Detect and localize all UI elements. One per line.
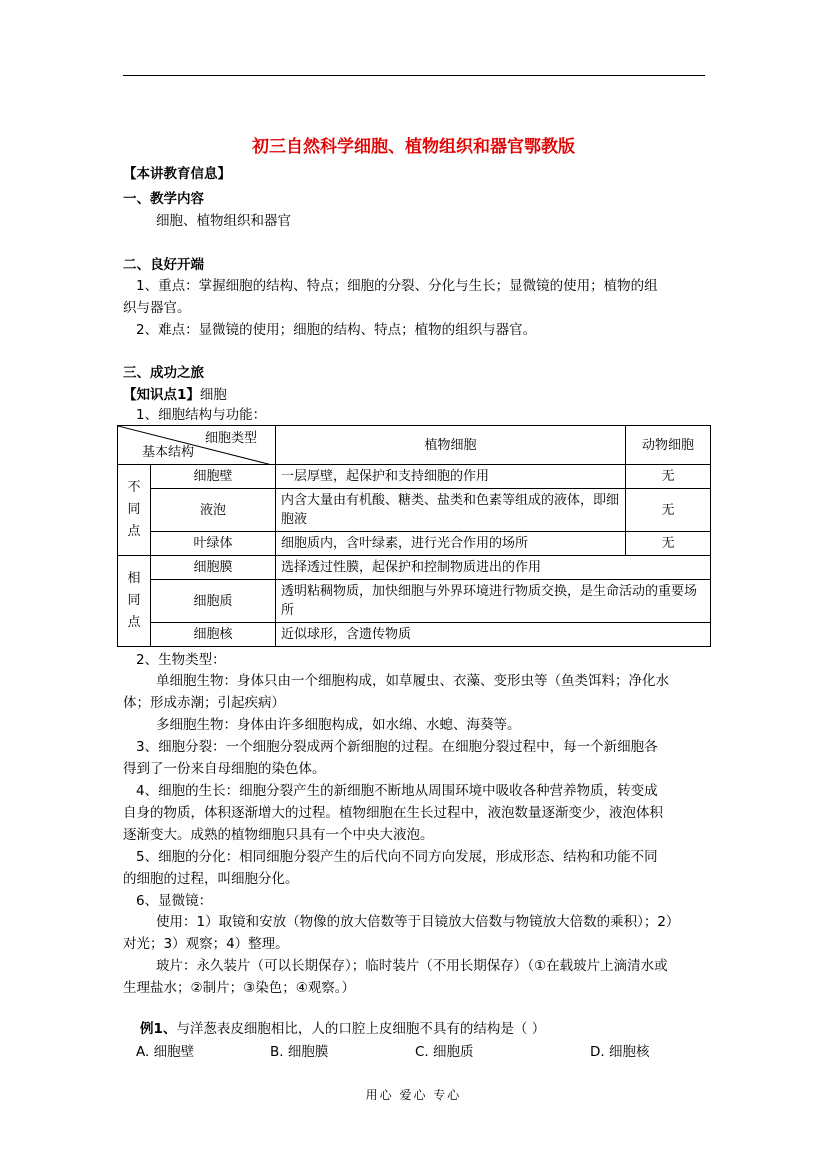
table-row xyxy=(118,556,711,580)
slide-line1: 玻片：永久装片（可以长期保存）；临时装片（不用长期保存）（①在载玻片上滴清水或 xyxy=(156,958,668,974)
item5-line1: 5、细胞的分化：相同细胞分裂产生的后代向不同方向发展，形成形态、结构和功能不同 xyxy=(136,849,658,865)
item4-line1: 4、细胞的生长：细胞分裂产生的新细胞不断地从周围环境中吸收各种营养物质，转变成 xyxy=(136,783,658,799)
animal-desc: 无 xyxy=(626,532,711,556)
section2-heading: 二、良好开端 xyxy=(123,257,204,273)
col-header-plant: 植物细胞 xyxy=(276,426,626,465)
multi-cell-line: 多细胞生物：身体由许多细胞构成，如水绵、水螅、海葵等。 xyxy=(156,717,521,733)
section3-heading: 三、成功之旅 xyxy=(123,365,204,381)
group-label-different: 不同点 xyxy=(118,465,151,556)
option-a: A. 细胞壁 xyxy=(136,1044,195,1060)
structure-name: 细胞膜 xyxy=(151,556,276,580)
single-cell-line2: 体；形成赤潮；引起疾病） xyxy=(123,695,285,711)
group-label-same: 相同点 xyxy=(118,556,151,647)
header-rule xyxy=(123,75,705,76)
microscope-use-line1: 使用：1）取镜和安放（物像的放大倍数等于目镜放大倍数与物镜放大倍数的乘积）；2） xyxy=(156,914,680,930)
structure-name: 细胞质 xyxy=(151,580,276,623)
structure-name: 叶绿体 xyxy=(151,532,276,556)
common-desc: 近似球形，含遗传物质 xyxy=(276,623,711,647)
item6-heading: 6、显微镜： xyxy=(136,893,213,909)
animal-desc: 无 xyxy=(626,489,711,532)
option-c: C. 细胞质 xyxy=(415,1044,474,1060)
info-heading: 【本讲教育信息】 xyxy=(123,166,231,182)
option-b: B. 细胞膜 xyxy=(270,1044,329,1060)
animal-desc: 无 xyxy=(626,465,711,489)
diag-bottom-label: 基本结构 xyxy=(142,445,195,460)
knowledge-point-text: 细胞 xyxy=(199,387,227,403)
item5-line2: 的细胞的过程，叫细胞分化。 xyxy=(123,871,299,887)
section1-heading: 一、教学内容 xyxy=(123,191,204,207)
item4-line3: 逐渐变大。成熟的植物细胞只具有一个中央大液泡。 xyxy=(123,827,434,843)
structure-name: 细胞核 xyxy=(151,623,276,647)
plant-desc: 一层厚壁，起保护和支持细胞的作用 xyxy=(276,465,626,489)
table-row xyxy=(118,489,711,532)
table-row xyxy=(118,580,711,623)
plant-desc: 细胞质内，含叶绿素，进行光合作用的场所 xyxy=(276,532,626,556)
item3-line1: 3、细胞分裂：一个细胞分裂成两个新细胞的过程。在细胞分裂过程中，每一个新细胞各 xyxy=(136,739,658,755)
knowledge-point-label: 【知识点1】 xyxy=(123,387,200,403)
table-row xyxy=(118,623,711,647)
difficult-point: 2、难点：显微镜的使用；细胞的结构、特点；植物的组织与器官。 xyxy=(136,322,537,338)
diag-top-label: 细胞类型 xyxy=(204,431,257,446)
example-question xyxy=(140,1018,730,1040)
example-label: 例1、 xyxy=(140,1021,177,1037)
table-header-row xyxy=(118,426,711,465)
key-point-line2: 织与器官。 xyxy=(123,300,191,316)
single-cell-line1: 单细胞生物：身体只由一个细胞构成，如草履虫、衣藻、变形虫等（鱼类饵料；净化水 xyxy=(156,673,669,689)
page-footer: 用心 爱心 专心 xyxy=(365,1088,462,1102)
diagonal-header-cell xyxy=(118,426,276,465)
cell-structure-table xyxy=(117,425,711,647)
plant-desc: 内含大量由有机酸、糖类、盐类和色素等组成的液体，即细胞液 xyxy=(276,489,626,532)
item4-line2: 自身的物质，体积逐渐增大的过程。植物细胞在生长过程中，液泡数量逐渐变少，液泡体积 xyxy=(123,805,663,821)
col-header-animal: 动物细胞 xyxy=(626,426,711,465)
common-desc: 选择透过性膜，起保护和控制物质进出的作用 xyxy=(276,556,711,580)
structure-name: 细胞壁 xyxy=(151,465,276,489)
slide-line2: 生理盐水；②制片；③染色；④观察。） xyxy=(123,980,356,996)
document-title: 初三自然科学细胞、植物组织和器官鄂教版 xyxy=(252,137,575,157)
option-d: D. 细胞核 xyxy=(590,1044,650,1060)
common-desc: 透明粘稠物质，加快细胞与外界环境进行物质交换，是生命活动的重要场所 xyxy=(276,580,711,623)
table-row xyxy=(118,465,711,489)
microscope-use-line2: 对光；3）观察；4）整理。 xyxy=(123,936,289,952)
section1-content: 细胞、植物组织和器官 xyxy=(156,213,291,229)
example-text: 与洋葱表皮细胞相比，人的口腔上皮细胞不具有的结构是（ ） xyxy=(176,1021,546,1037)
structure-name: 液泡 xyxy=(151,489,276,532)
item2-heading: 2、生物类型： xyxy=(136,652,226,668)
item1-heading: 1、细胞结构与功能： xyxy=(136,407,267,423)
item3-line2: 得到了一份来自母细胞的染色体。 xyxy=(123,761,326,777)
knowledge-point-heading xyxy=(123,384,713,406)
key-point-line1: 1、重点：掌握细胞的结构、特点；细胞的分裂、分化与生长；显微镜的使用；植物的组 xyxy=(136,278,658,294)
table-row xyxy=(118,532,711,556)
